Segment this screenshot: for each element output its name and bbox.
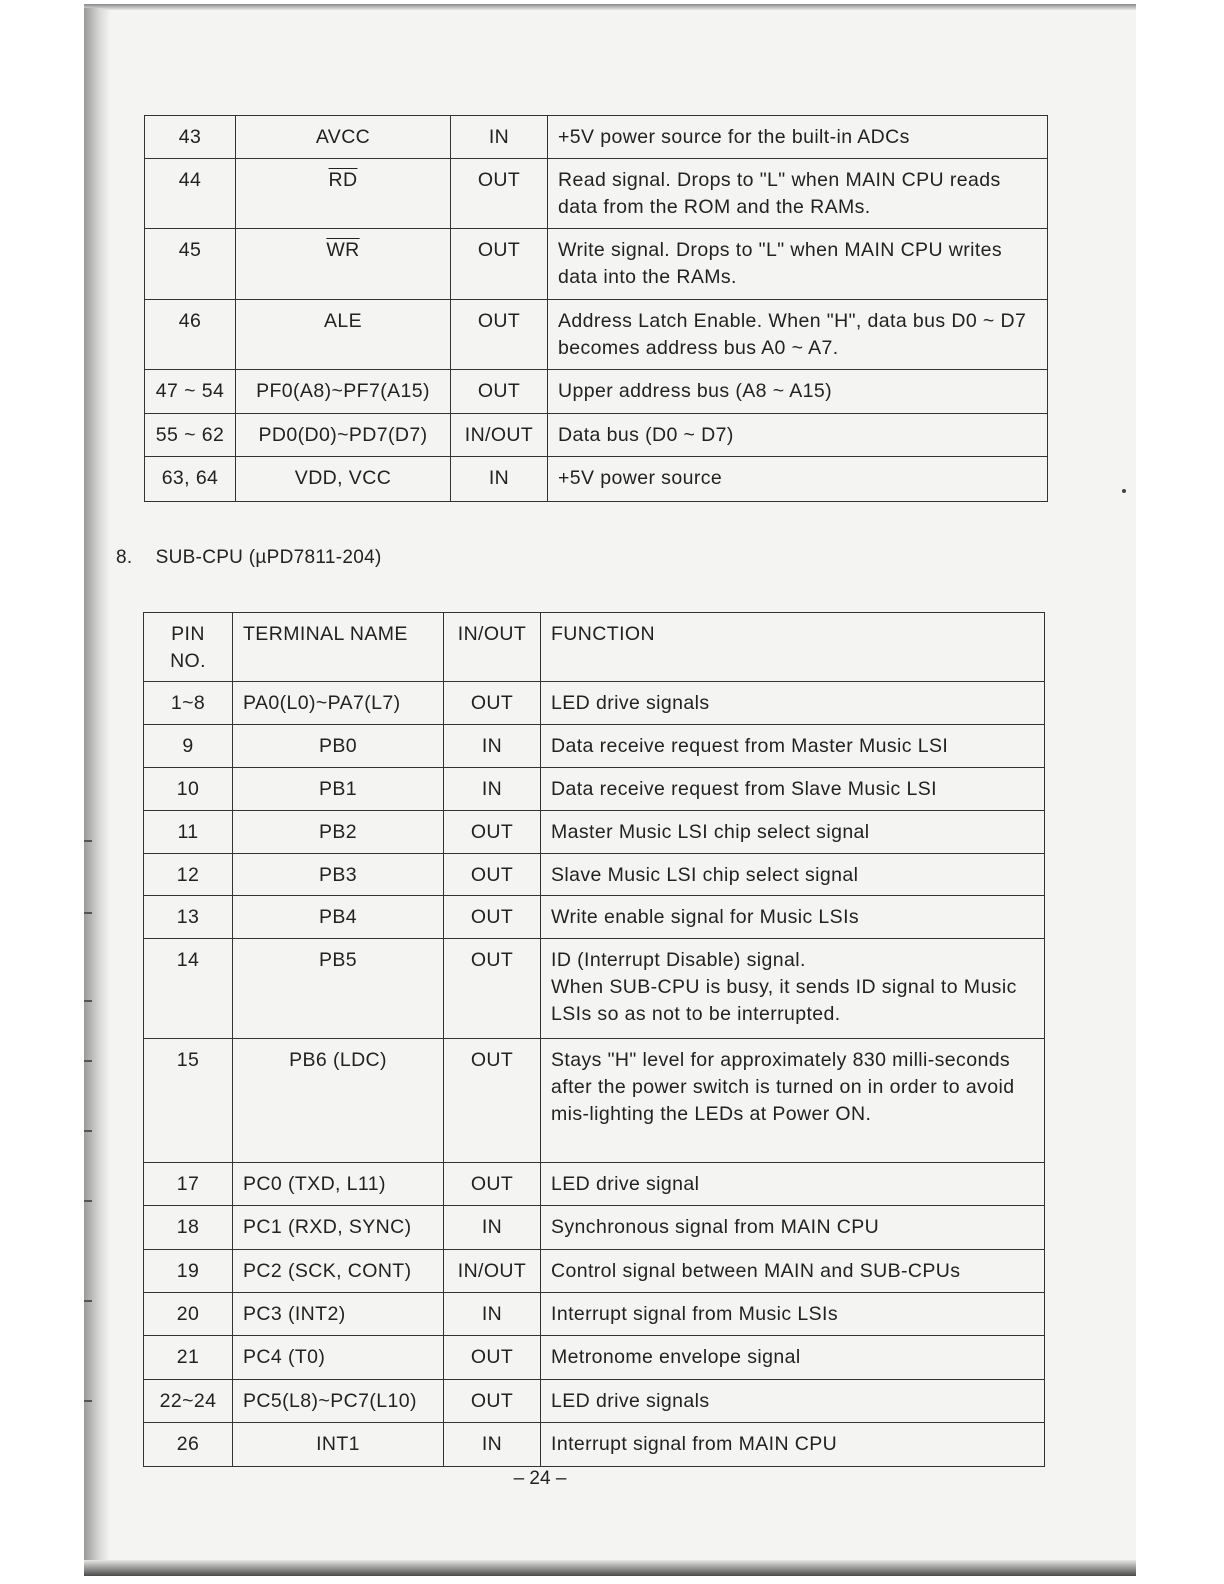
function: Metronome envelope signal — [541, 1336, 1045, 1380]
terminal-name: PC3 (INT2) — [233, 1293, 444, 1336]
in-out: IN — [444, 725, 541, 768]
pin-number: 9 — [144, 725, 233, 768]
table-row — [144, 1336, 1045, 1380]
pin-number: 13 — [144, 896, 233, 939]
in-out: IN — [451, 457, 548, 502]
pin-number: 19 — [144, 1250, 233, 1293]
terminal-name: PB6 (LDC) — [233, 1039, 444, 1163]
in-out: OUT — [444, 1163, 541, 1206]
function: Interrupt signal from MAIN CPU — [541, 1423, 1045, 1467]
binder-tick — [84, 1000, 92, 1002]
binder-tick — [84, 1130, 92, 1132]
terminal-name: INT1 — [233, 1423, 444, 1467]
terminal-name: PB2 — [233, 811, 444, 854]
function: Control signal between MAIN and SUB-CPUs — [541, 1250, 1045, 1293]
paper-top-edge — [84, 4, 1136, 10]
header-function: FUNCTION — [541, 613, 1045, 682]
terminal-name: PB5 — [233, 939, 444, 1039]
binder-tick — [84, 912, 92, 914]
function: LED drive signals — [541, 682, 1045, 725]
function: Write signal. Drops to "L" when MAIN CPU writes data into the RAMs. — [548, 229, 1048, 300]
function: Stays "H" level for approximately 830 milli-seconds after the power switch is turned on in order to avoid mis-lighting the LEDs at Power ON. — [541, 1039, 1045, 1163]
terminal-name: PD0(D0)~PD7(D7) — [236, 414, 451, 457]
terminal-name: PB3 — [233, 854, 444, 896]
in-out: IN — [444, 1206, 541, 1250]
in-out: IN/OUT — [444, 1250, 541, 1293]
header-pin-no: PIN NO. — [144, 613, 233, 682]
in-out: OUT — [451, 370, 548, 414]
table-row — [144, 1163, 1045, 1206]
pin-number: 10 — [144, 768, 233, 811]
function: Data bus (D0 ~ D7) — [548, 414, 1048, 457]
terminal-name-text: $\overline{WR}$ — [326, 239, 360, 261]
function-line-1: ID (Interrupt Disable) signal. — [551, 949, 806, 971]
pin-number: 12 — [144, 854, 233, 896]
in-out: IN — [444, 1293, 541, 1336]
in-out: OUT — [451, 159, 548, 229]
terminal-name: PC1 (RXD, SYNC) — [233, 1206, 444, 1250]
pin-number: 63, 64 — [145, 457, 236, 502]
sub-cpu-pin-table — [143, 612, 1045, 1467]
terminal-name — [236, 159, 451, 229]
in-out: OUT — [444, 896, 541, 939]
function: Read signal. Drops to "L" when MAIN CPU reads data from the ROM and the RAMs. — [548, 159, 1048, 229]
terminal-name: PB1 — [233, 768, 444, 811]
terminal-name: PC0 (TXD, L11) — [233, 1163, 444, 1206]
section-model: (µPD7811-204) — [248, 547, 382, 568]
in-out: IN — [444, 768, 541, 811]
pin-number: 1~8 — [144, 682, 233, 725]
paper-bottom-edge — [84, 1560, 1136, 1576]
terminal-name: PC2 (SCK, CONT) — [233, 1250, 444, 1293]
table-row — [144, 768, 1045, 811]
table-row — [144, 1293, 1045, 1336]
terminal-name: PB0 — [233, 725, 444, 768]
pin-number: 44 — [145, 159, 236, 229]
terminal-name: ALE — [236, 300, 451, 370]
function: Upper address bus (A8 ~ A15) — [548, 370, 1048, 414]
section-title: SUB-CPU — [155, 547, 244, 568]
terminal-name — [236, 229, 451, 300]
in-out: OUT — [451, 229, 548, 300]
pin-number: 22~24 — [144, 1380, 233, 1423]
in-out: OUT — [451, 300, 548, 370]
table-row — [144, 1206, 1045, 1250]
pin-number: 17 — [144, 1163, 233, 1206]
function: +5V power source — [548, 457, 1048, 502]
function: Write enable signal for Music LSIs — [541, 896, 1045, 939]
section-number: 8. — [116, 547, 133, 568]
terminal-name: PC4 (T0) — [233, 1336, 444, 1380]
table-row — [145, 229, 1048, 300]
in-out: OUT — [444, 811, 541, 854]
table-row — [145, 414, 1048, 457]
table-header-row — [144, 613, 1045, 682]
binding-shadow — [84, 8, 110, 1574]
section-heading — [116, 547, 382, 569]
function: Slave Music LSI chip select signal — [541, 854, 1045, 896]
in-out: IN/OUT — [451, 414, 548, 457]
pin-number: 21 — [144, 1336, 233, 1380]
pin-number: 47 ~ 54 — [145, 370, 236, 414]
main-cpu-pin-table — [144, 115, 1048, 502]
terminal-name: AVCC — [236, 116, 451, 159]
header-terminal-name: TERMINAL NAME — [233, 613, 444, 682]
function: Data receive request from Slave Music LSI — [541, 768, 1045, 811]
pin-number: 55 ~ 62 — [145, 414, 236, 457]
pin-number: 11 — [144, 811, 233, 854]
table-row — [144, 854, 1045, 896]
terminal-name: PB4 — [233, 896, 444, 939]
table-row — [145, 159, 1048, 229]
binder-tick — [84, 1060, 92, 1062]
pin-number: 43 — [145, 116, 236, 159]
table-row — [145, 116, 1048, 159]
pin-number: 46 — [145, 300, 236, 370]
binder-tick — [84, 840, 92, 842]
function: Interrupt signal from Music LSIs — [541, 1293, 1045, 1336]
pin-number: 20 — [144, 1293, 233, 1336]
terminal-name: PC5(L8)~PC7(L10) — [233, 1380, 444, 1423]
pin-number: 14 — [144, 939, 233, 1039]
table-row — [145, 370, 1048, 414]
function: Master Music LSI chip select signal — [541, 811, 1045, 854]
in-out: IN — [451, 116, 548, 159]
terminal-name: VDD, VCC — [236, 457, 451, 502]
terminal-name: PA0(L0)~PA7(L7) — [233, 682, 444, 725]
function-line-2: When SUB-CPU is busy, it sends ID signal to Music LSIs so as not to be interrupted. — [551, 976, 1017, 1025]
table-row — [144, 1423, 1045, 1467]
in-out: OUT — [444, 682, 541, 725]
function: Address Latch Enable. When "H", data bus D0 ~ D7 becomes address bus A0 ~ A7. — [548, 300, 1048, 370]
table-row — [144, 811, 1045, 854]
table-row — [144, 1250, 1045, 1293]
in-out: OUT — [444, 1380, 541, 1423]
in-out: OUT — [444, 1039, 541, 1163]
table-row — [144, 682, 1045, 725]
page-number: – 24 – — [513, 1468, 567, 1489]
header-in-out: IN/OUT — [444, 613, 541, 682]
table-row — [144, 939, 1045, 1039]
pin-number: 15 — [144, 1039, 233, 1163]
function — [541, 939, 1045, 1039]
pin-number: 26 — [144, 1423, 233, 1467]
in-out: IN — [444, 1423, 541, 1467]
binder-tick — [84, 1300, 92, 1302]
table-row — [145, 300, 1048, 370]
table-row — [144, 725, 1045, 768]
terminal-name: PF0(A8)~PF7(A15) — [236, 370, 451, 414]
function: LED drive signal — [541, 1163, 1045, 1206]
in-out: OUT — [444, 854, 541, 896]
table-row — [145, 457, 1048, 502]
function: Data receive request from Master Music LSI — [541, 725, 1045, 768]
pin-number: 45 — [145, 229, 236, 300]
binder-tick — [84, 1400, 92, 1402]
table-row — [144, 896, 1045, 939]
pin-number: 18 — [144, 1206, 233, 1250]
function: LED drive signals — [541, 1380, 1045, 1423]
function: Synchronous signal from MAIN CPU — [541, 1206, 1045, 1250]
binder-tick — [84, 1200, 92, 1202]
terminal-name-text: $\overline{RD}$ — [328, 169, 358, 191]
in-out: OUT — [444, 1336, 541, 1380]
function: +5V power source for the built-in ADCs — [548, 116, 1048, 159]
in-out: OUT — [444, 939, 541, 1039]
table-row — [144, 1380, 1045, 1423]
stray-mark — [1122, 489, 1126, 493]
table-row — [144, 1039, 1045, 1163]
